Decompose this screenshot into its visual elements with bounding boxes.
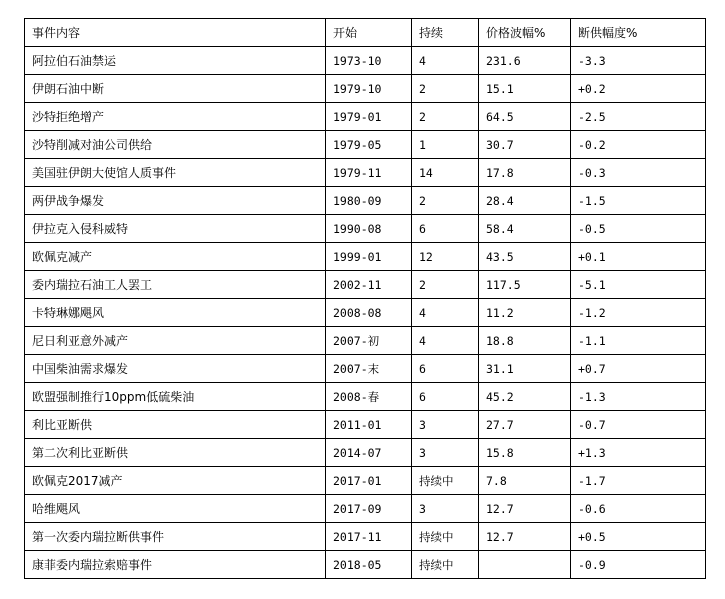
start-cell: 1999-01	[326, 243, 412, 271]
price-change-cell: 58.4	[479, 215, 571, 243]
header-event: 事件内容	[25, 19, 326, 47]
duration-cell: 4	[412, 299, 479, 327]
start-cell: 2008-春	[326, 383, 412, 411]
header-row	[25, 19, 706, 47]
event-cell: 卡特琳娜飓风	[25, 299, 326, 327]
header-start: 开始	[326, 19, 412, 47]
price-change-cell: 18.8	[479, 327, 571, 355]
supply-change-cell: -0.2	[571, 131, 706, 159]
event-cell: 康菲委内瑞拉索赔事件	[25, 551, 326, 579]
price-change-cell: 31.1	[479, 355, 571, 383]
supply-change-cell: -5.1	[571, 271, 706, 299]
oil-supply-events-table	[24, 18, 706, 579]
event-cell: 尼日利亚意外减产	[25, 327, 326, 355]
start-cell: 2002-11	[326, 271, 412, 299]
event-cell: 委内瑞拉石油工人罢工	[25, 271, 326, 299]
start-cell: 2018-05	[326, 551, 412, 579]
supply-change-cell: -1.7	[571, 467, 706, 495]
table-row	[25, 523, 706, 551]
table-row	[25, 243, 706, 271]
start-cell: 2008-08	[326, 299, 412, 327]
table-row	[25, 411, 706, 439]
price-change-cell: 30.7	[479, 131, 571, 159]
table-row	[25, 271, 706, 299]
event-cell: 阿拉伯石油禁运	[25, 47, 326, 75]
supply-change-cell: +0.7	[571, 355, 706, 383]
supply-change-cell: -1.3	[571, 383, 706, 411]
duration-cell: 6	[412, 383, 479, 411]
start-cell: 1990-08	[326, 215, 412, 243]
price-change-cell: 231.6	[479, 47, 571, 75]
duration-cell: 3	[412, 439, 479, 467]
table-row	[25, 75, 706, 103]
start-cell: 2007-末	[326, 355, 412, 383]
start-cell: 1973-10	[326, 47, 412, 75]
duration-cell: 3	[412, 411, 479, 439]
start-cell: 2007-初	[326, 327, 412, 355]
price-change-cell	[479, 551, 571, 579]
supply-change-cell: -1.1	[571, 327, 706, 355]
duration-cell: 14	[412, 159, 479, 187]
duration-cell: 持续中	[412, 467, 479, 495]
price-change-cell: 64.5	[479, 103, 571, 131]
price-change-cell: 27.7	[479, 411, 571, 439]
table-row	[25, 299, 706, 327]
supply-change-cell: -2.5	[571, 103, 706, 131]
supply-change-cell: +1.3	[571, 439, 706, 467]
duration-cell: 2	[412, 75, 479, 103]
start-cell: 1980-09	[326, 187, 412, 215]
table-row	[25, 131, 706, 159]
duration-cell: 持续中	[412, 551, 479, 579]
supply-change-cell: -0.7	[571, 411, 706, 439]
supply-change-cell: +0.1	[571, 243, 706, 271]
start-cell: 2017-09	[326, 495, 412, 523]
supply-change-cell: -0.9	[571, 551, 706, 579]
start-cell: 1979-05	[326, 131, 412, 159]
event-cell: 欧盟强制推行10ppm低硫柴油	[25, 383, 326, 411]
price-change-cell: 15.1	[479, 75, 571, 103]
start-cell: 2011-01	[326, 411, 412, 439]
duration-cell: 2	[412, 187, 479, 215]
duration-cell: 6	[412, 215, 479, 243]
start-cell: 2017-01	[326, 467, 412, 495]
price-change-cell: 43.5	[479, 243, 571, 271]
header-price-change: 价格波幅%	[479, 19, 571, 47]
duration-cell: 4	[412, 327, 479, 355]
header-duration: 持续	[412, 19, 479, 47]
table-row	[25, 383, 706, 411]
table-row	[25, 467, 706, 495]
event-cell: 美国驻伊朗大使馆人质事件	[25, 159, 326, 187]
start-cell: 1979-11	[326, 159, 412, 187]
table-row	[25, 355, 706, 383]
supply-change-cell: -1.2	[571, 299, 706, 327]
supply-change-cell: -0.3	[571, 159, 706, 187]
price-change-cell: 45.2	[479, 383, 571, 411]
table-row	[25, 495, 706, 523]
table-row	[25, 551, 706, 579]
event-cell: 利比亚断供	[25, 411, 326, 439]
supply-change-cell: -3.3	[571, 47, 706, 75]
header-supply-change: 断供幅度%	[571, 19, 706, 47]
event-cell: 两伊战争爆发	[25, 187, 326, 215]
supply-change-cell: +0.2	[571, 75, 706, 103]
supply-change-cell: +0.5	[571, 523, 706, 551]
price-change-cell: 11.2	[479, 299, 571, 327]
table-row	[25, 47, 706, 75]
start-cell: 2017-11	[326, 523, 412, 551]
start-cell: 2014-07	[326, 439, 412, 467]
duration-cell: 4	[412, 47, 479, 75]
price-change-cell: 7.8	[479, 467, 571, 495]
price-change-cell: 117.5	[479, 271, 571, 299]
table-row	[25, 103, 706, 131]
price-change-cell: 12.7	[479, 523, 571, 551]
duration-cell: 2	[412, 103, 479, 131]
event-cell: 伊朗石油中断	[25, 75, 326, 103]
start-cell: 1979-10	[326, 75, 412, 103]
event-cell: 沙特拒绝增产	[25, 103, 326, 131]
duration-cell: 3	[412, 495, 479, 523]
supply-change-cell: -0.5	[571, 215, 706, 243]
duration-cell: 持续中	[412, 523, 479, 551]
duration-cell: 12	[412, 243, 479, 271]
event-cell: 第一次委内瑞拉断供事件	[25, 523, 326, 551]
table-row	[25, 159, 706, 187]
event-cell: 第二次利比亚断供	[25, 439, 326, 467]
table-row	[25, 439, 706, 467]
supply-change-cell: -0.6	[571, 495, 706, 523]
event-cell: 欧佩克减产	[25, 243, 326, 271]
table-row	[25, 327, 706, 355]
event-cell: 哈维飓风	[25, 495, 326, 523]
event-cell: 中国柴油需求爆发	[25, 355, 326, 383]
start-cell: 1979-01	[326, 103, 412, 131]
event-cell: 欧佩克2017减产	[25, 467, 326, 495]
table-row	[25, 187, 706, 215]
duration-cell: 1	[412, 131, 479, 159]
duration-cell: 6	[412, 355, 479, 383]
supply-change-cell: -1.5	[571, 187, 706, 215]
price-change-cell: 28.4	[479, 187, 571, 215]
duration-cell: 2	[412, 271, 479, 299]
price-change-cell: 12.7	[479, 495, 571, 523]
price-change-cell: 15.8	[479, 439, 571, 467]
price-change-cell: 17.8	[479, 159, 571, 187]
table-row	[25, 215, 706, 243]
event-cell: 沙特削减对油公司供给	[25, 131, 326, 159]
event-cell: 伊拉克入侵科威特	[25, 215, 326, 243]
